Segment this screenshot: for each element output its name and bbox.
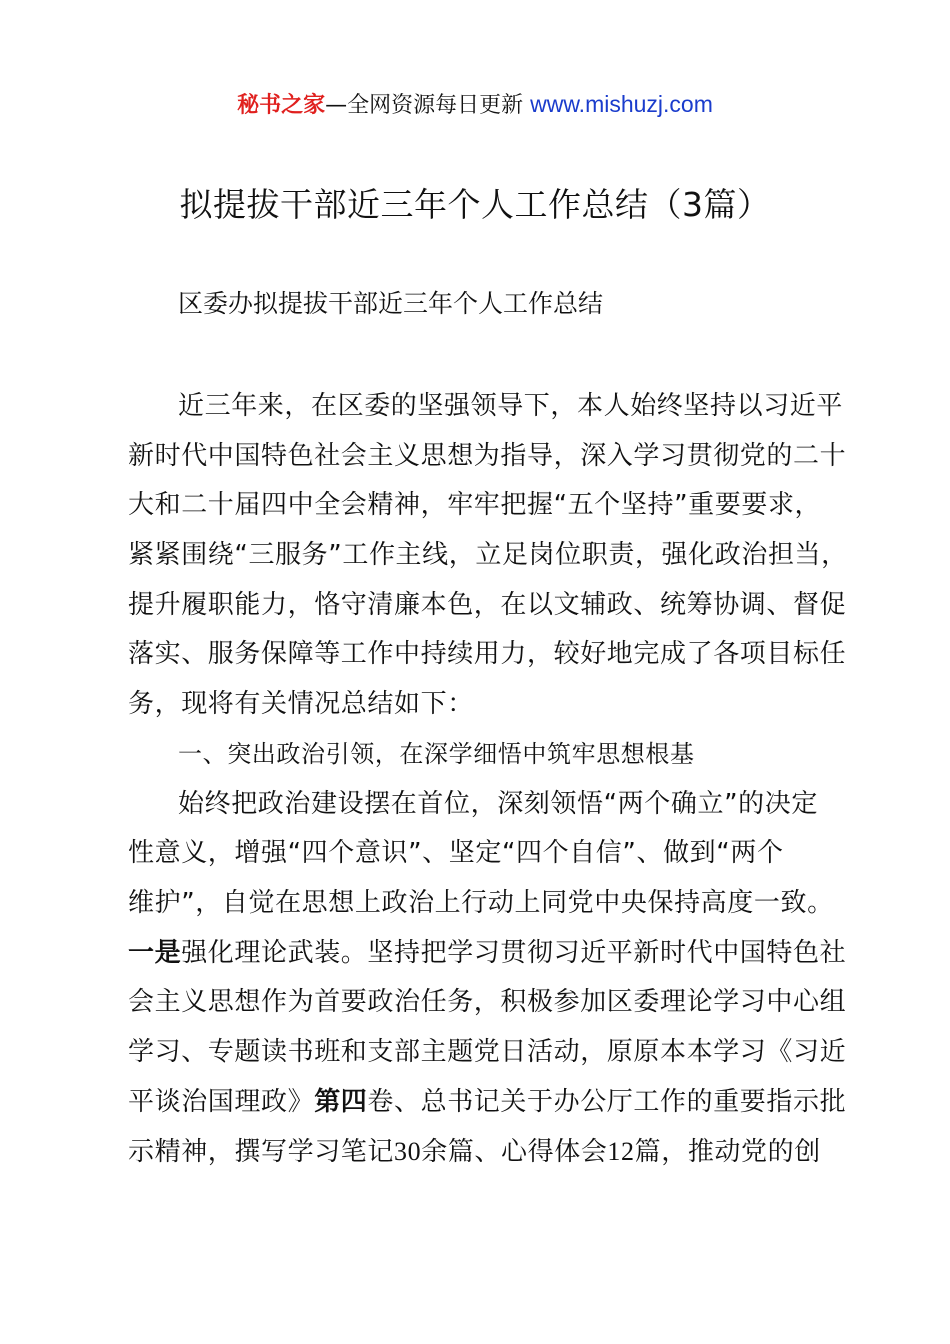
bold-text: 第四 — [314, 1086, 368, 1117]
paragraph-line: 会主义思想作为首要政治任务，积极参加区委理论学习中心组 — [128, 987, 847, 1018]
site-header — [0, 86, 950, 124]
paragraph-line: 提升履职能力，恪守清廉本色，在以文辅政、统筹协调、督促 — [128, 589, 847, 620]
site-url-link[interactable]: www.mishuzj.com — [530, 91, 713, 117]
document-body — [128, 382, 868, 1177]
bold-lead: 一是 — [128, 937, 182, 968]
paragraph-line: 始终把政治建设摆在首位，深刻领悟“两个确立”的决定 — [178, 788, 818, 819]
text-run: 卷、总书记关于办公厅工作的重要指示批 — [367, 1086, 847, 1117]
paragraph-line — [128, 1078, 868, 1128]
paragraph-line: 紧紧围绕“三服务”工作主线，立足岗位职责，强化政治担当， — [128, 540, 848, 571]
text-run: 平谈治国理政》 — [128, 1086, 315, 1117]
paragraph-line: 新时代中国特色社会主义思想为指导，深入学习贯彻党的二十 — [128, 440, 847, 471]
paragraph-line: 学习、专题读书班和支部主题党日活动，原原本本学习《习近 — [128, 1036, 847, 1067]
site-slogan: —全网资源每日更新 — [325, 93, 531, 118]
paragraph-line: 近三年来，在区委的坚强领导下，本人始终坚持以习近平 — [178, 391, 844, 421]
number-text: 12 — [607, 1137, 635, 1167]
paragraph-line — [128, 1127, 868, 1177]
section-heading: 一、突出政治引领，在深学细悟中筑牢思想根基 — [178, 739, 695, 768]
text-run: 强化理论武装。坚持把学习贯彻习近平新时代中国特色社 — [181, 937, 847, 968]
paragraph-line: 维护”，自觉在思想上政治上行动上同党中央保持高度一致。 — [128, 887, 834, 918]
paragraph-line: 大和二十届四中全会精神，牢牢把握“五个坚持”重要要求， — [128, 490, 822, 521]
paragraph-line — [128, 929, 868, 979]
section-subtitle: 区委办拟提拔干部近三年个人工作总结 — [178, 289, 604, 318]
document-title: 拟提拔干部近三年个人工作总结（3篇） — [179, 185, 771, 224]
text-run: 篇，推动党的创 — [634, 1137, 821, 1168]
text-run: 示精神，撰写学习笔记 — [128, 1137, 395, 1168]
number-text: 30 — [394, 1137, 422, 1167]
text-run: 余篇、心得体会 — [421, 1137, 608, 1168]
paragraph-line: 落实、服务保障等工作中持续用力，较好地完成了各项目标任 — [128, 639, 847, 670]
site-brand: 秘书之家 — [237, 93, 326, 118]
paragraph-line: 务，现将有关情况总结如下： — [128, 689, 474, 720]
paragraph-line: 性意义，增强“四个意识”、坚定“四个自信”、做到“两个 — [128, 838, 784, 869]
